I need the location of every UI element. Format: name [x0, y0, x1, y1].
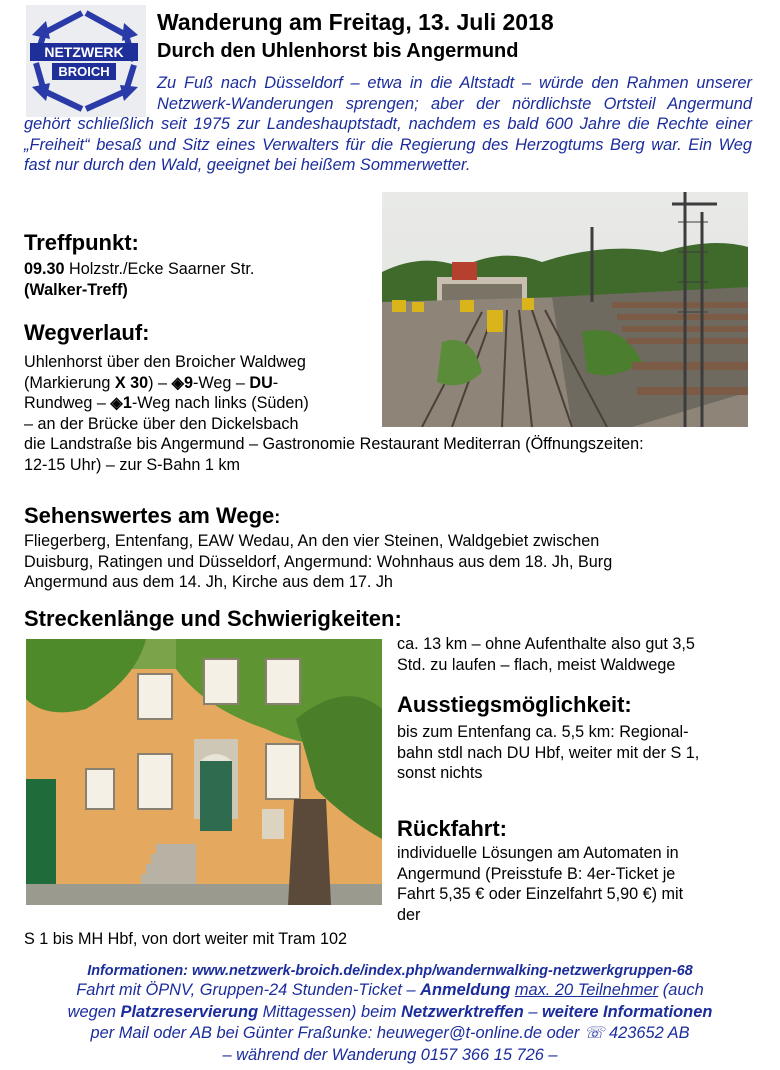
marker-x30: X 30 — [114, 373, 149, 392]
footer-platzreservierung: Platzreservierung — [120, 1002, 259, 1021]
wegverlauf-line-2c: -Weg – — [193, 373, 250, 392]
footer-netzwerktreffen: Netzwerktreffen — [401, 1002, 524, 1021]
rueckfahrt-heading: Rückfahrt: — [397, 816, 508, 841]
footer-anmeldung: Anmeldung — [420, 981, 511, 999]
rueckfahrt-line-1: individuelle Lösungen am Automaten in — [397, 844, 679, 862]
wegverlauf-line-3a: Rundweg – — [24, 394, 111, 412]
intro-text: Zu Fuß nach Düsseldorf – etwa in die Altstadt – würde den Rahmen unserer Netzwerk-Wanderungen sprengen; aber der nördlichste Ortsteil Angermund gehört schließlich seit 1975 zur Landeshauptstadt, nachdem es bald 600 Jahre die Rechte einer „Freiheit“ besaß und Sitz eines Verwalters für die Regierung des Herzogtums Berg war. Ein Weg fast nur durch den Wald, geeignet bei heißem Sommerwetter. — [24, 74, 752, 175]
treffpunkt-heading: Treffpunkt: — [24, 230, 139, 255]
wegverlauf-line-2d: - — [272, 373, 279, 392]
footer-max-participants: max. 20 Teilnehmer — [514, 981, 659, 999]
wegverlauf-line-4: – an der Brücke über den Dickelsbach — [24, 414, 299, 433]
footer-line-3c: – — [523, 1002, 543, 1021]
building-photo — [26, 639, 382, 905]
treffpunkt-name: (Walker-Treff) — [24, 280, 128, 299]
railway-yard-photo — [382, 192, 748, 427]
rueckfahrt-line-3: Fahrt 5,35 € oder Einzelfahrt 5,90 €) mit — [397, 885, 684, 903]
logo-text-broich: BROICH — [58, 64, 110, 79]
footer-info-link[interactable]: Informationen: www.netzwerk-broich.de/index.php/wandernwalking-netzwerkgruppen-68 — [87, 963, 693, 979]
wegverlauf-line-2b: ) – — [148, 373, 172, 392]
footer-weitere-informationen: weitere Informationen — [542, 1002, 713, 1021]
treffpunkt-time: 09.30 — [24, 260, 65, 278]
wegverlauf-line-3b: -Weg nach links (Süden) — [131, 394, 309, 412]
rueckfahrt-text-right — [397, 843, 683, 925]
strecke-text — [397, 634, 695, 675]
strecke-heading: Streckenlänge und Schwierigkeiten: — [24, 606, 402, 631]
ausstieg-text — [397, 722, 699, 784]
rueckfahrt-line-2: Angermund (Preisstufe B: 4er-Ticket je — [397, 864, 676, 883]
wegverlauf-heading: Wegverlauf: — [24, 320, 150, 345]
marker-du: DU — [249, 373, 273, 392]
intro-logo-spacer — [24, 73, 157, 113]
footer-line-3a: wegen — [67, 1002, 121, 1021]
strecke-line-2: Std. zu laufen – flach, meist Waldwege — [397, 655, 676, 674]
footer-contact-phone: 423652 AB — [604, 1024, 690, 1042]
wegverlauf-text-lower — [24, 434, 644, 475]
ausstieg-line-3: sonst nichts — [397, 764, 483, 782]
sehenswertes-line-3: Angermund aus dem 14. Jh, Kirche aus dem 17. Jh — [24, 573, 393, 591]
sehenswertes-heading — [24, 503, 280, 529]
sehenswertes-heading-text: Sehenswertes am Wege — [24, 503, 275, 528]
ausstieg-line-2: bahn stdl nach DU Hbf, weiter mit der S 1, — [397, 743, 700, 762]
wegverlauf-line-1: Uhlenhorst über den Broicher Waldweg — [24, 353, 306, 371]
sehenswertes-heading-colon: : — [274, 507, 281, 527]
wegverlauf-line-5: die Landstraße bis Angermund – Gastronomie Restaurant Mediterran (Öffnungszeiten: — [24, 435, 644, 453]
sehenswertes-text — [24, 531, 612, 593]
wegverlauf-line-6: 12-15 Uhr) – zur S-Bahn 1 km — [24, 455, 240, 474]
footer-line-3 — [24, 1002, 756, 1024]
footer-line-4 — [24, 1023, 756, 1045]
treffpunkt-place: Holzstr./Ecke Saarner Str. — [64, 260, 255, 278]
logo-text-netzwerk: NETZWERK — [44, 44, 124, 60]
marker-1: ◈1 — [110, 394, 132, 412]
ausstieg-heading: Ausstiegsmöglichkeit: — [397, 692, 632, 717]
sehenswertes-line-1: Fliegerberg, Entenfang, EAW Wedau, An den vier Steinen, Waldgebiet zwischen — [24, 532, 600, 550]
footer-line-2 — [24, 980, 756, 1002]
footer-line-2a: Fahrt mit ÖPNV, Gruppen-24 Stunden-Ticket – — [76, 981, 421, 999]
rueckfahrt-line-4: der — [397, 905, 421, 924]
page-subtitle: Durch den Uhlenhorst bis Angermund — [157, 40, 519, 62]
wegverlauf-line-2a: (Markierung — [24, 373, 115, 392]
treffpunkt-text — [24, 259, 254, 300]
intro-paragraph — [24, 73, 752, 176]
ausstieg-line-1: bis zum Entenfang ca. 5,5 km: Regional- — [397, 723, 689, 741]
footer-line-5: – während der Wanderung 0157 366 15 726 – — [222, 1045, 558, 1064]
sehenswertes-line-2: Duisburg, Ratingen und Düsseldorf, Angermund: Wohnhaus aus dem 18. Jh, Burg — [24, 552, 613, 571]
wegverlauf-text-upper — [24, 352, 374, 434]
phone-icon: ☏ — [583, 1024, 605, 1042]
rueckfahrt-line-5: S 1 bis MH Hbf, von dort weiter mit Tram 102 — [24, 930, 347, 948]
footer-contact-mail[interactable]: per Mail oder AB bei Günter Fraßunke: heuweger@t-online.de oder — [90, 1024, 584, 1042]
marker-9: ◈9 — [171, 373, 194, 392]
footer-line-3b: Mittagessen) beim — [258, 1002, 402, 1021]
strecke-line-1: ca. 13 km – ohne Aufenthalte also gut 3,5 — [397, 635, 695, 653]
footer-info — [24, 962, 756, 1066]
page-title: Wanderung am Freitag, 13. Juli 2018 — [157, 9, 554, 35]
footer-line-2c: (auch — [658, 981, 704, 999]
